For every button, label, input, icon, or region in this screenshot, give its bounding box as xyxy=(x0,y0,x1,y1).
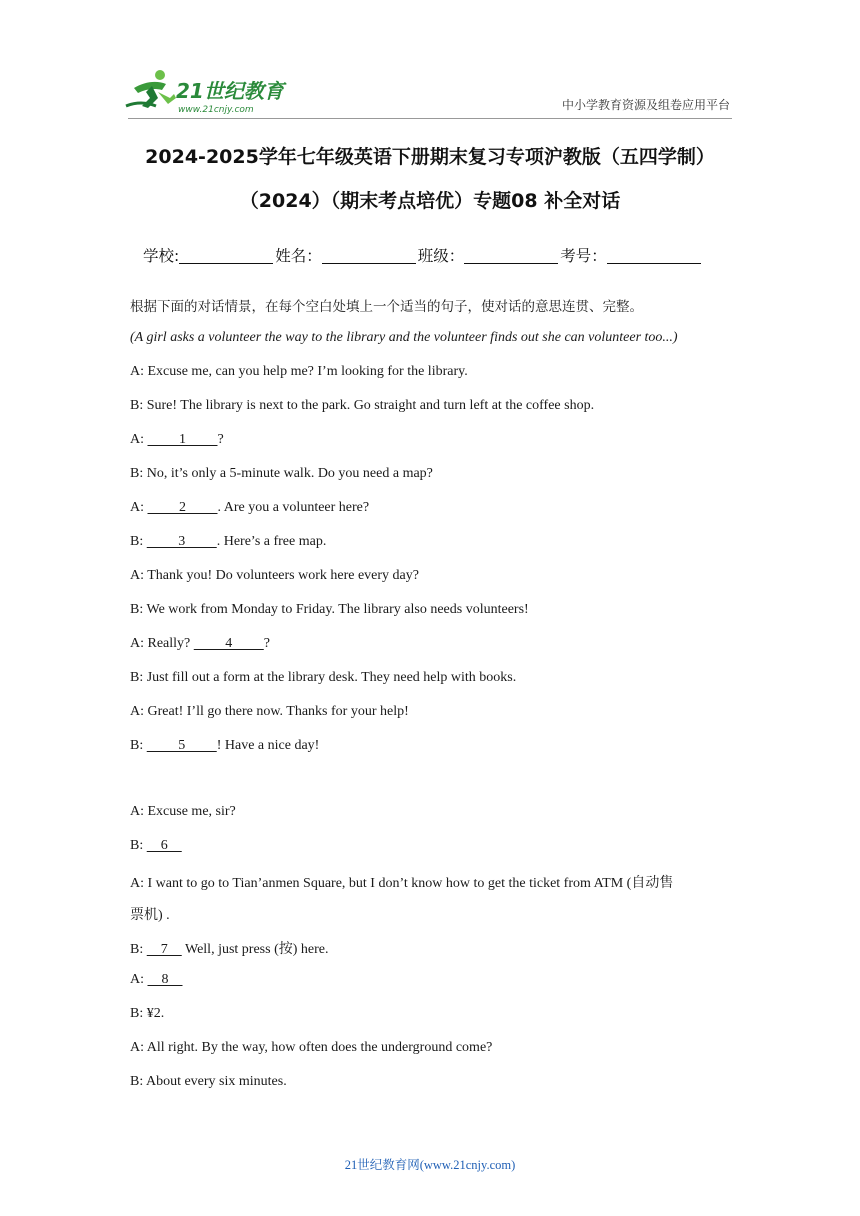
line-text-after: ! Have a nice day! xyxy=(216,738,320,753)
dialogue-line xyxy=(130,398,594,414)
line-text: A: xyxy=(130,432,148,447)
line-text: B: We work from Monday to Friday. The library also needs volunteers! xyxy=(130,602,529,617)
answer-blank[interactable]: 3 xyxy=(146,534,217,549)
dialogue-line xyxy=(130,636,270,652)
number-blank[interactable] xyxy=(607,247,701,264)
line-text: A: xyxy=(130,500,148,515)
answer-blank[interactable]: 6 xyxy=(146,838,182,853)
dialogue-line xyxy=(130,838,182,854)
context-note: (A girl asks a volunteer the way to the library and the volunteer finds out she can volunteer too...) xyxy=(130,330,678,345)
instruction: 根据下面的对话情景，在每个空白处填上一个适当的句子，使对话的意思连贯、完整。 xyxy=(130,299,643,315)
line-text: A: xyxy=(130,972,148,987)
line-text: B: xyxy=(130,534,147,549)
line-text: A: All right. By the way, how often does the underground come? xyxy=(130,1040,493,1055)
line-text: A: I want to go to Tian’anmen Square, but I don’t know how to get the ticket from ATM (自动售 xyxy=(130,876,674,891)
page-title-line2: （2024）（期末考点培优）专题08 补全对话 xyxy=(239,190,621,212)
header-divider xyxy=(128,118,732,119)
line-text: A: Excuse me, can you help me? I’m looking for the library. xyxy=(130,364,468,379)
line-text: B: ¥2. xyxy=(130,1006,165,1021)
dialogue-line xyxy=(130,432,224,448)
answer-blank[interactable]: 1 xyxy=(147,432,218,447)
platform-label: 中小学教育资源及组卷应用平台 xyxy=(561,98,730,112)
logo xyxy=(122,68,297,116)
line-text: B: xyxy=(130,738,147,753)
answer-blank[interactable]: 2 xyxy=(147,500,218,515)
dialogue-line xyxy=(130,1006,164,1022)
page-title-line1: 2024-2025学年七年级英语下册期末复习专项沪教版（五四学制） xyxy=(145,146,715,168)
line-text: B: xyxy=(130,838,147,853)
line-text: B: Sure! The library is next to the park. Go straight and turn left at the coffee shop. xyxy=(130,398,595,413)
line-text: 票机) . xyxy=(130,908,170,923)
school-label: 学校: xyxy=(143,247,180,265)
line-text-after: . Here’s a free map. xyxy=(216,534,327,549)
number-label: 考号： xyxy=(560,247,607,265)
answer-blank[interactable]: 8 xyxy=(147,972,183,987)
class-label: 班级： xyxy=(417,247,465,265)
footer-link[interactable]: 21世纪教育网(www.21cnjy.com) xyxy=(344,1158,516,1172)
line-text-after: ? xyxy=(263,636,270,651)
line-text-after: . Are you a volunteer here? xyxy=(217,500,370,515)
name-blank[interactable] xyxy=(322,247,416,264)
svg-text:21世纪教育: 21世纪教育 xyxy=(176,79,284,103)
line-text-after: ? xyxy=(217,432,224,447)
dialogue-line xyxy=(130,670,516,686)
line-text-after: Well, just press (按) here. xyxy=(181,942,329,957)
dialogue-line xyxy=(130,500,369,516)
answer-blank[interactable]: 7 xyxy=(146,942,182,957)
dialogue-line xyxy=(130,534,326,550)
class-blank[interactable] xyxy=(464,247,558,264)
line-text: A: Great! I’ll go there now. Thanks for your help! xyxy=(130,704,409,719)
line-text: A: Thank you! Do volunteers work here every day? xyxy=(130,568,419,583)
dialogue-line xyxy=(130,804,236,820)
dialogue-line xyxy=(130,738,319,754)
name-label: 姓名： xyxy=(275,247,322,265)
dialogue-line xyxy=(130,972,183,988)
answer-blank[interactable]: 4 xyxy=(193,636,264,651)
answer-blank[interactable]: 5 xyxy=(146,738,217,753)
dialogue-line xyxy=(130,938,328,958)
dialogue-line xyxy=(130,904,170,924)
line-text: B: No, it’s only a 5-minute walk. Do you need a map? xyxy=(130,466,433,481)
line-text: B: About every six minutes. xyxy=(130,1074,287,1089)
dialogue-line xyxy=(130,1040,492,1056)
dialogue-line xyxy=(130,466,433,482)
student-info-line xyxy=(143,244,703,266)
svg-text:www.21cnjy.com: www.21cnjy.com xyxy=(178,105,254,115)
line-text: A: Really? xyxy=(130,636,194,651)
school-blank[interactable] xyxy=(179,247,273,264)
line-text: B: Just fill out a form at the library desk. They need help with books. xyxy=(130,670,517,685)
dialogue-line xyxy=(130,364,468,380)
dialogue-line xyxy=(130,1074,287,1090)
dialogue-line xyxy=(130,704,409,720)
runner-logo-icon xyxy=(122,68,297,116)
dialogue-line xyxy=(130,568,419,584)
line-text: A: Excuse me, sir? xyxy=(130,804,236,819)
dialogue-line xyxy=(130,602,529,618)
dialogue-line xyxy=(130,872,673,892)
line-text: B: xyxy=(130,942,147,957)
